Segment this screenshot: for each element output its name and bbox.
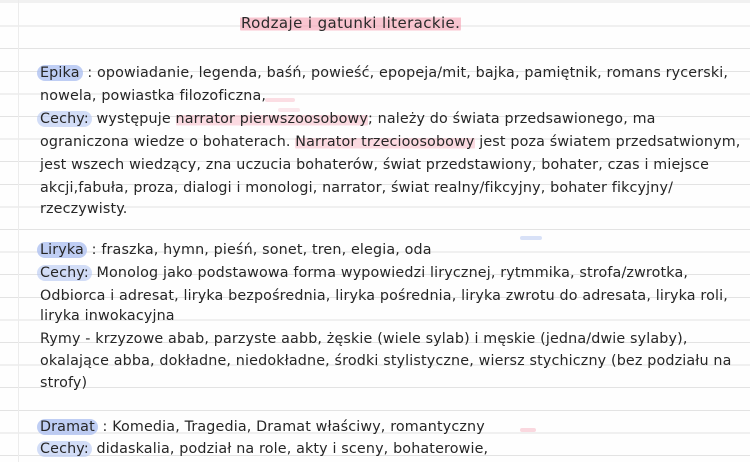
- liryka-text: Odbiorca i adresat, liryka bezpośrednia, liryka pośrednia, liryka zwrotu do adresata, liryka roli,: [40, 288, 728, 304]
- pink-marker-stroke: [520, 428, 536, 432]
- dramat-cechy-text: didaskalia, podział na role, akty i sceny, bohaterowie,: [91, 441, 489, 457]
- liryka-label: Liryka: [37, 242, 87, 258]
- liryka-text: Rymy - krzyzowe abab, parzyste aabb, żęskie (wiele sylab) i męskie (jedna/dwie sylaby),: [40, 331, 688, 347]
- page-top-edge: [0, 0, 750, 3]
- liryka-genres: : fraszka, hymn, pieśń, sonet, tren, elegia, oda: [86, 242, 432, 258]
- epika-label: Epika: [37, 65, 83, 81]
- page-title: [240, 12, 461, 34]
- narrator-first-person: narrator pierwszoosobowy: [175, 111, 368, 127]
- epika-line-6: [40, 178, 673, 198]
- liryka-text: okalające abba, dokładne, niedokładne, środki stylistyczne, wiersz stychiczny (bez podziału na: [40, 353, 732, 369]
- epika-line-5: [40, 155, 709, 175]
- liryka-text: strofy): [40, 375, 88, 391]
- epika-line-2: [40, 86, 266, 106]
- liryka-cechy-text: Monolog jako podstawowa forma wypowiedzi lirycznej, rytmmika, strofa/zwrotka,: [91, 265, 689, 281]
- liryka-text: liryka inwokacyjna: [40, 308, 175, 324]
- blue-marker-stroke: [520, 236, 542, 240]
- liryka-line-6: [40, 351, 732, 371]
- dramat-line-1: [40, 417, 485, 437]
- epika-cechy-text: ; należy do świata przedsawionego, ma: [368, 111, 656, 127]
- narrator-third-person: Narrator trzecioosobowy: [295, 134, 475, 150]
- liryka-line-3: [40, 286, 728, 306]
- title-text: Rodzaje i gatunki literackie.: [241, 14, 461, 32]
- liryka-cechy-line: [40, 263, 688, 283]
- pink-marker-stroke: [265, 98, 295, 102]
- liryka-line-1: [40, 240, 432, 260]
- epika-genres-cont: nowela, powiastka filozoficzna,: [40, 88, 267, 104]
- epika-text: jest wszech wiedzący, zna uczucia bohaterów, świat przedstawiony, bohater, czas i miejsce: [40, 157, 710, 173]
- epika-line-4: [40, 132, 740, 152]
- epika-cechy-text: występuje: [91, 111, 176, 127]
- page-margin-line: [18, 0, 19, 462]
- epika-line-7: [40, 199, 128, 219]
- liryka-line-5: [40, 329, 688, 349]
- dramat-label: Dramat: [37, 419, 98, 435]
- liryka-line-4: [40, 306, 175, 326]
- dramat-genres: : Komedia, Tragedia, Dramat właściwy, romantyczny: [97, 419, 485, 435]
- liryka-cechy-label: Cechy:: [37, 265, 92, 281]
- dramat-cechy-label: Cechy:: [37, 441, 92, 457]
- epika-genres: : opowiadanie, legenda, baśń, powieść, epopeja/mit, bajka, pamiętnik, romans rycerski,: [82, 65, 729, 81]
- epika-text: rzeczywisty.: [40, 201, 128, 217]
- epika-line-1: [40, 63, 728, 83]
- epika-text: akcji,fabuła, proza, dialogi i monologi, narrator, świat realny/fikcyjny, bohater fikcyjny/: [40, 180, 674, 196]
- dramat-cechy-line: [40, 439, 488, 459]
- epika-text: ograniczona wiedze o bohaterach.: [40, 134, 296, 150]
- epika-text: jest poza światem przedsatwionym,: [474, 134, 741, 150]
- epika-cechy-line: [40, 109, 656, 129]
- epika-cechy-label: Cechy:: [37, 111, 92, 127]
- liryka-line-7: [40, 373, 87, 393]
